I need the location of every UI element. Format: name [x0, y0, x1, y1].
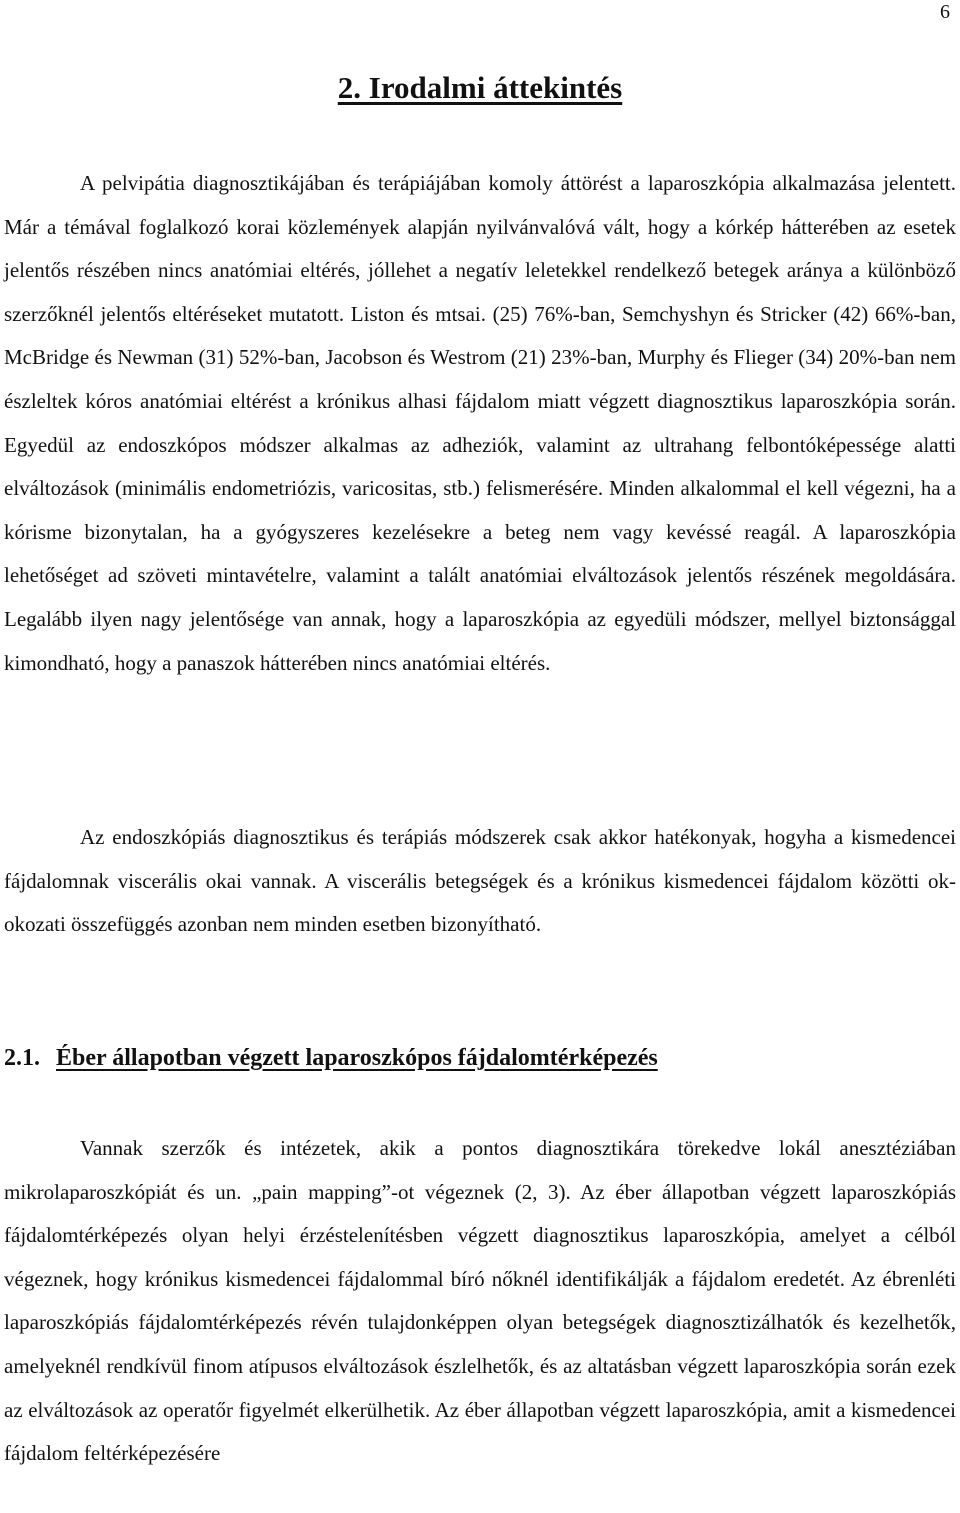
page-number: 6 [940, 1, 950, 23]
section-body-part-1 [4, 162, 956, 685]
paragraph-endoscopic-methods: Az endoszkópiás diagnosztikus és terápiás módszerek csak akkor hatékonyak, hogyha a kismedencei fájdalomnak viscerális okai vannak. A viscerális betegségek és a krónikus kismedencei fájdalom közötti ok-okozati összefüggés azonban nem minden esetben bizonyítható. [4, 825, 956, 937]
paragraph-pain-mapping: Vannak szerzők és intézetek, akik a pontos diagnosztikára törekedve lokál anesztéziában mikrolaparoszkópiát és un. „pain mapping”-ot végeznek (2, 3). Az éber állapotban végzett laparoszkópiás fájdalomtérképezés olyan helyi érzéstelenítésben végzett diagnosztikus laparoszkópia, amelyet a célból végeznek, hogy krónikus kismedencei fájdalommal bíró nőknél identifikálják a fájdalom eredetét. Az ébrenléti laparoszkópiás fájdalomtérképezés révén tulajdonképpen olyan betegségek diagnosztizálhatók és kezelhetők, amelyeknél rendkívül finom atípusos elváltozások észlelhetők, és az altatásban végzett laparoszkópia során ezek az elváltozások az operatőr figyelmét elkerülhetik. Az éber állapotban végzett laparoszkópia, amit a kismedencei fájdalom feltérképezésére [4, 1136, 956, 1466]
subsection-title [4, 1036, 956, 1080]
subsection-number: 2.1. [4, 1045, 40, 1071]
section-title: 2. Irodalmi áttekintés [337, 70, 623, 105]
subsection-title-text: Éber állapotban végzett laparoszkópos fájdalomtérképezés [56, 1045, 658, 1071]
paragraph-laparoscopy-breakthrough: A pelvipátia diagnosztikájában és terápiájában komoly áttörést a laparoszkópia alkalmazása jelentett. Már a témával foglalkozó korai közlemények alapján nyilvánvalóvá vált, hogy a kórkép hátterében az esetek jelentős részében nincs anatómiai eltérés, jóllehet a negatív leletekkel rendelkező betegek aránya a különböző szerzőknél jelentős eltéréseket mutatott. Liston és mtsai. (25) 76%-ban, Semchyshyn és Stricker (42) 66%-ban, McBridge és Newman (31) 52%-ban, Jacobson és Westrom (21) 23%-ban, Murphy és Flieger (34) 20%-ban nem észleltek kóros anatómiai eltérést a krónikus alhasi fájdalom miatt végzett diagnosztikus laparoszkópia során. Egyedül az endoszkópos módszer alkalmas az adheziók, valamint az ultrahang felbontóképessége alatti elváltozások (minimális endometriózis, varicositas, stb.) felismerésére. Minden alkalommal el kell végezni, ha a kórisme bizonytalan, ha a gyógyszeres kezelésekre a beteg nem vagy kevéssé reagál. A laparoszkópia lehetőséget ad szöveti mintavételre, valamint a talált anatómiai elváltozások jelentős részének megoldására. Legalább ilyen nagy jelentősége van annak, hogy a laparoszkópia az egyedüli módszer, mellyel biztonsággal kimondható, hogy a panaszok hátterében nincs anatómiai eltérés. [4, 171, 956, 675]
subsection-body [4, 1127, 956, 1476]
section-body-part-2 [4, 816, 956, 947]
